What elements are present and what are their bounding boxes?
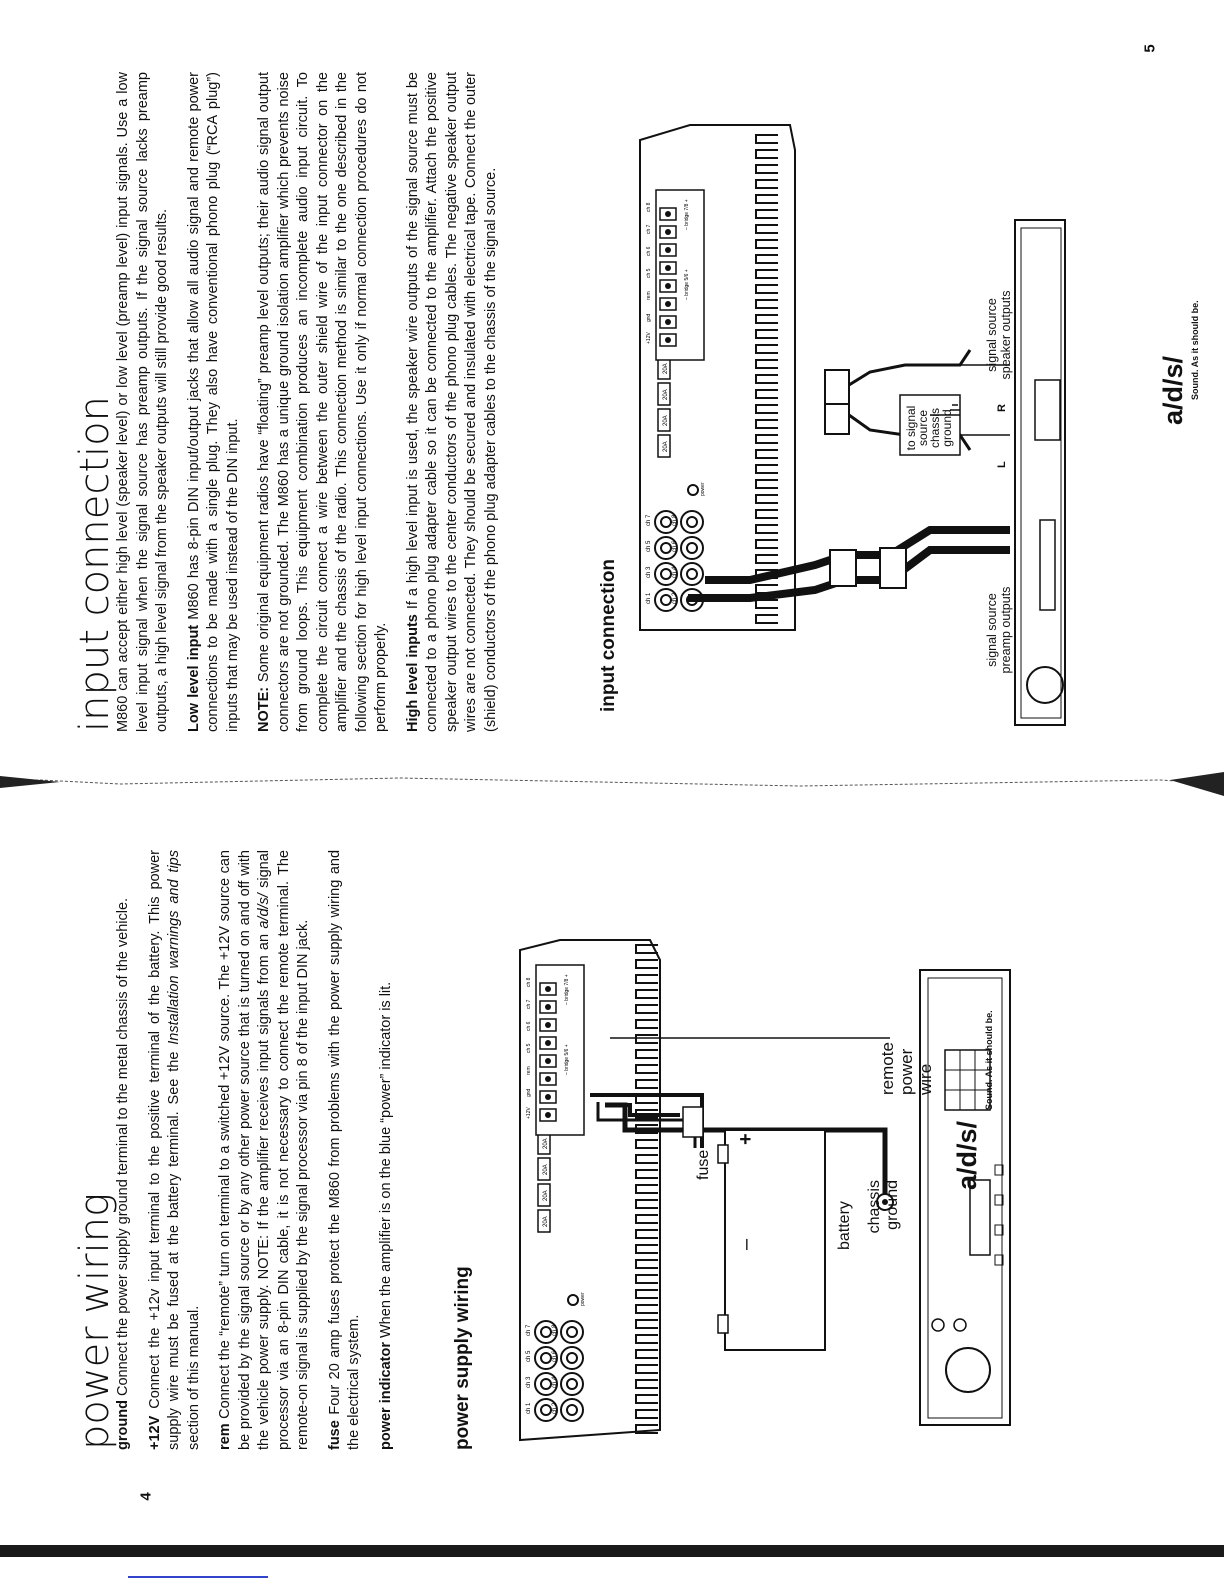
page-fold (0, 762, 1224, 802)
terminal-screw-head-icon (545, 1058, 551, 1064)
fuse-rating-label: 20A (543, 1190, 549, 1201)
right-channel-label: R (996, 404, 1008, 412)
channel-label: ch 8 (552, 1324, 558, 1336)
channel-label: ch 6 (552, 1350, 558, 1362)
rca-jack-icon (561, 1321, 583, 1343)
terminal-label: gnd (526, 1088, 532, 1097)
fuse-rating-label: 20A (663, 415, 669, 426)
para-low-level: Low level input M860 has 8-pin DIN input/output jacks that allow all audio signal and remote power connections to be made with a single plug. They also have conventional phono plug (“RCA plug”) inputs that may be used instead of the DIN input. (185, 72, 241, 732)
channel-label: ch 4 (672, 566, 678, 578)
left-page-body (114, 850, 408, 1450)
terminal-label: ch 8 (526, 977, 532, 987)
left-channel-label: L (996, 461, 1008, 468)
power-led-icon (568, 1295, 578, 1305)
terminal-screw-head-icon (665, 337, 671, 343)
amplifier-left (520, 940, 660, 1440)
channel-label: ch 2 (552, 1402, 558, 1414)
channel-label: ch 8 (672, 514, 678, 526)
terminal-screw-head-icon (665, 283, 671, 289)
channel-label: ch 4 (552, 1376, 558, 1388)
para-rem: rem Connect the “remote” turn on terminal to a switched +12V source. The +12V source can be provided by the signal source or by any other power source that is turned on and off with the vehicle power supply. NOTE: If the amplifier receives input signals from an a/d/s/ signal processor via an 8-pin DIN cable, it is not necessary to connect the remote terminal. The remote-on signal is supplied by the signal processor via pin 8 of the input DIN jack. (217, 850, 311, 1450)
terminal-label: ch 7 (646, 224, 652, 234)
para-12v: +12V Connect the +12v input terminal to the positive terminal of the battery. This power supply wire must be fused at the battery terminal. See the Installation warnings and tips section of this manual. (146, 850, 202, 1450)
terminal-label: ch 8 (646, 202, 652, 212)
right-page-title: input connection (72, 396, 118, 732)
para-note: NOTE: Some original equipment radios have “floating” preamp level outputs; their audio signal output connectors are not grounded. The M860 has a unique ground isolation amplifier which prevents noise from ground loops. This equipment combination produces an incomplete audio input circuit. To complete the circuit connect a wire between the outer shield wire of the input connector on the amplifier and the chassis of the radio. This connection method is similar to the one described in the following section for high level input connections. Use it only if normal connection procedures do not perform properly. (256, 72, 389, 732)
terminal-label: ch 7 (526, 999, 532, 1009)
channel-label: ch 5 (526, 1350, 532, 1362)
rca-jack-icon (681, 537, 703, 559)
rca-jack-icon (561, 1373, 583, 1395)
terminal-screw-head-icon (665, 301, 671, 307)
battery-label: battery (836, 1201, 853, 1250)
terminal-label: ch 6 (526, 1021, 532, 1031)
terminal-label: ch 5 (526, 1043, 532, 1053)
terminal-screw-head-icon (665, 229, 671, 235)
left-tagline: Sound. As it should be. (984, 1010, 994, 1110)
left-page-number: 4 (137, 1492, 155, 1501)
right-page-number: 5 (1141, 44, 1159, 53)
channel-label: ch 1 (526, 1402, 532, 1414)
channel-label: ch 5 (646, 540, 652, 552)
preamp-outputs-label: signal source preamp outputs (985, 586, 1013, 674)
terminal-label: ch 6 (646, 246, 652, 256)
terminal-screw-head-icon (665, 247, 671, 253)
terminal-label: +12V (646, 332, 652, 344)
left-page-title: power wiring (72, 1192, 118, 1450)
terminal-label: rem (646, 291, 652, 300)
channel-label: ch 2 (672, 592, 678, 604)
channel-label: ch 3 (526, 1376, 532, 1388)
channel-label: ch 7 (526, 1324, 532, 1336)
terminal-screw-head-icon (665, 319, 671, 325)
terminal-screw-head-icon (545, 1076, 551, 1082)
power-led-icon (688, 485, 698, 495)
para-power-indicator: power indicator When the amplifier is on the blue “power” indicator is lit. (377, 981, 394, 1450)
fuse-rating-label: 20A (543, 1164, 549, 1175)
right-logo: a/d/s/ (1158, 355, 1188, 425)
fuse-rating-label: 20A (543, 1216, 549, 1227)
terminal-label: ch 5 (646, 268, 652, 278)
fuse-rating-label: 20A (663, 441, 669, 452)
remote-power-wire-label: remote power wire (878, 1042, 935, 1095)
terminal-screw-head-icon (545, 1112, 551, 1118)
bottom-link-line (128, 1576, 268, 1578)
battery-plus-label: + (735, 1133, 757, 1145)
bridge-56-label: – bridge 5/6 + (684, 269, 690, 300)
terminal-label: +12V (526, 1107, 532, 1119)
right-page-body (114, 72, 513, 732)
channel-label: ch 7 (646, 514, 652, 526)
power-supply-wiring-heading: power supply wiring (452, 1266, 473, 1450)
terminal-label: gnd (646, 313, 652, 322)
chassis-ground-signal-label: to signal source chassis ground (904, 405, 954, 451)
para-fuse: fuse Four 20 amp fuses protect the M860 from problems with the power supply wiring and the electrical system. (326, 849, 362, 1450)
terminal-label: rem (526, 1066, 532, 1075)
rca-jack-icon (561, 1347, 583, 1369)
channel-label: ch 6 (672, 540, 678, 552)
terminal-screw-head-icon (545, 986, 551, 992)
right-tagline: Sound. As it should be. (1190, 300, 1200, 400)
power-label: power (580, 1292, 586, 1306)
para-ground: ground Connect the power supply ground terminal to the metal chassis of the vehicle. (115, 897, 131, 1450)
para-high-level: High level inputs If a high level input is used, the speaker wire outputs of the signal source must be connected to a phono plug adapter cable so it can be connected to the amplifier. Attach the positive speaker output wires to the center conductors of the phono plug cables. The negative speaker output wires are not connected. They should be secured and insulated with electrical tape. Connect the outer (shield) conductors of the phono plug adapter cables to the chassis of the signal source. (404, 72, 499, 732)
chassis-ground-label: chassis ground (866, 1180, 901, 1234)
rca-jack-icon (561, 1399, 583, 1421)
terminal-screw-head-icon (665, 211, 671, 217)
terminal-screw-head-icon (545, 1004, 551, 1010)
terminal-screw-head-icon (545, 1094, 551, 1100)
bottom-edge (0, 1545, 1224, 1557)
head-unit-right (1015, 220, 1065, 725)
terminal-screw-head-icon (545, 1040, 551, 1046)
input-connection-heading: input connection (598, 558, 619, 712)
fuse-label: fuse (695, 1149, 712, 1180)
bridge-78-label: – bridge 7/8 + (684, 199, 690, 230)
speaker-outputs-label: signal source speaker outputs (985, 290, 1013, 380)
battery-minus-label: – (735, 1238, 757, 1250)
fuse-rating-label: 20A (663, 363, 669, 374)
rca-jack-icon (681, 511, 703, 533)
fuse-rating-label: 20A (663, 389, 669, 400)
power-supply-wiring-diagram (490, 930, 1030, 1450)
terminal-screw-head-icon (545, 1022, 551, 1028)
bridge-56-label: – bridge 5/6 + (564, 1044, 570, 1075)
amplifier-right (640, 125, 795, 630)
para-intro: M860 can accept either high level (speaker level) or low level (preamp level) input signals. Use a low level input signal when the signal source has preamp outputs. If the signal source lacks preamp outputs, a high level signal from the speaker outputs will still provide good results. (115, 72, 170, 732)
bridge-78-label: – bridge 7/8 + (564, 974, 570, 1005)
fuse-rating-label: 20A (543, 1138, 549, 1149)
channel-label: ch 3 (646, 566, 652, 578)
channel-label: ch 1 (646, 592, 652, 604)
power-label: power (700, 482, 706, 496)
rca-jack-icon (681, 563, 703, 585)
terminal-screw-head-icon (665, 265, 671, 271)
left-logo: a/d/s/ (952, 1120, 982, 1190)
